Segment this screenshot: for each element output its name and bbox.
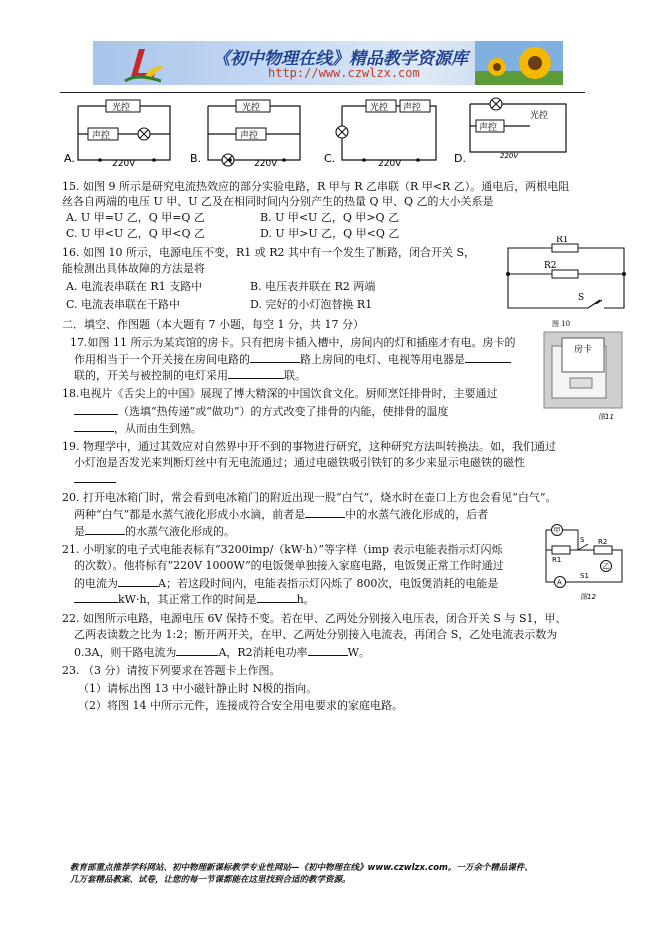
- figure-10-diagram: [500, 236, 630, 328]
- d-voltage-label: 220V: [500, 152, 519, 160]
- footer-line-2: 几万套精品教案、试卷，让您的每一节课都能在这里找到合适的教学资源。: [70, 875, 351, 885]
- q22-line-1: 22. 如图所示电路，电源电压 6V 保持不变。若在甲、乙两处分别接入电压表，闭合开关 S 与 S1，甲、: [62, 612, 567, 625]
- fig10-r2-label: R2: [544, 261, 557, 271]
- q17-line-1: 17.如图 11 所示为某宾馆的房卡。只有把房卡插入槽中，房间内的灯和插座才有电。房卡的: [70, 336, 516, 349]
- q15-option-b: B. U 甲<U 乙，Q 甲>Q 乙: [260, 211, 400, 224]
- q17-line-3b: 联。: [284, 369, 306, 382]
- b-light-label: 光控: [242, 103, 261, 113]
- fig10-r1-label: R1: [556, 236, 569, 245]
- q22-line-3: [74, 645, 370, 660]
- q20-line-3b: 的水蒸气液化形成的。: [125, 525, 235, 538]
- q16-option-d: D. 完好的小灯泡替换 R1: [250, 298, 373, 311]
- figure-12-diagram: [538, 520, 628, 602]
- sunflower-icon: [475, 41, 563, 85]
- q23-line-2: （1）请标出图 13 中小磁针静止时 N极的指向。: [78, 682, 318, 695]
- q18-line-2: [74, 404, 449, 419]
- q20-blank-1[interactable]: [305, 507, 345, 518]
- q21-line-1: 21. 小明家的电子式电能表标有“3200imp/（kW·h）”等字样（imp 表示电能表指示灯闪烁: [62, 543, 503, 556]
- fig12-yi-label: 乙: [602, 562, 610, 571]
- q20-line-2a: 两种“白气”都是水蒸气液化形成小水滴，前者是: [74, 508, 306, 521]
- q21-blank-3[interactable]: [257, 592, 297, 603]
- q20-line-3a: 是: [74, 525, 85, 538]
- banner-title: 《初中物理在线》精品教学资源库: [213, 49, 468, 69]
- q16-text-2: 能检测出具体故障的方法是将: [62, 262, 205, 275]
- q19-blank-1[interactable]: [74, 472, 116, 483]
- q21-line-3a: 的电流为: [74, 577, 118, 590]
- q18-blank-2[interactable]: [74, 421, 114, 432]
- room-card-label: 房卡: [574, 345, 593, 355]
- q21-line-3: [74, 576, 498, 591]
- q19-line-3: [74, 472, 116, 487]
- q21-line-4: [74, 592, 315, 607]
- q20-line-1: 20. 打开电冰箱门时，常会看到电冰箱门的附近出现一股“白气”，烧水时在壶口上方也会看见“白气”。: [62, 491, 557, 504]
- q21-line-4a: kW·h，其正常工作的时间是: [118, 593, 257, 606]
- circuit-options-diagram: [60, 96, 600, 168]
- q20-blank-2[interactable]: [85, 524, 125, 535]
- c-sound-label: 声控: [403, 103, 422, 113]
- q17-line-2a: 作用相当于一个开关接在房间电路的: [74, 353, 250, 366]
- q16-option-a: A. 电流表串联在 R1 支路中: [66, 280, 203, 293]
- q18-blank-1[interactable]: [74, 404, 118, 415]
- q18-line-2-text: （选填“热传递”或“做功”）的方式改变了排骨的内能，使排骨的温度: [118, 405, 449, 418]
- c-light-label: 光控: [370, 103, 389, 113]
- q23-line-3: （2）将图 14 中所示元件，连接成符合安全用电要求的家庭电路。: [78, 699, 403, 712]
- q19-line-1: 19. 物理学中，通过其效应对自然界中开不到的事物进行研究，这种研究方法叫转换法。如，我们通过: [62, 440, 556, 453]
- fig11-caption: 图11: [598, 413, 614, 421]
- q17-line-3: [74, 368, 306, 383]
- q21-blank-2[interactable]: [74, 592, 118, 603]
- q21-blank-1[interactable]: [118, 576, 158, 587]
- q22-blank-2[interactable]: [308, 645, 348, 656]
- q15-option-a: A. U 甲=U 乙，Q 甲=Q 乙: [66, 211, 205, 224]
- option-b-label: B.: [190, 152, 202, 165]
- q16-text-1: 16. 如图 10 所示，电源电压不变，R1 或 R2 其中有一个发生了断路，闭合开关 S，: [62, 246, 476, 259]
- fig12-jia-label: 甲: [553, 526, 561, 535]
- q15-option-c: C. U 甲<U 乙，Q 甲<Q 乙: [66, 227, 206, 240]
- q20-line-2: [74, 507, 488, 522]
- option-c-label: C.: [324, 152, 336, 165]
- b-voltage-label: 220V: [254, 159, 278, 168]
- option-d-label: D.: [454, 152, 466, 165]
- q23-line-1: 23. （3 分）请按下列要求在答题卡上作图。: [62, 664, 281, 677]
- q22-line-3a: 0.3A，则干路电流为: [74, 646, 177, 659]
- fig12-s-label: S: [580, 536, 585, 544]
- q20-line-2b: 中的水蒸气液化形成的，后者: [345, 508, 489, 521]
- a-light-label: 光控: [112, 103, 131, 113]
- q15-text-1: 15. 如图 9 所示是研究电流热效应的部分实验电路，R 甲与 R 乙串联（R 甲<R 乙）。通电后，两根电阻: [62, 180, 570, 193]
- q22-line-3c: W。: [347, 646, 370, 659]
- q15-option-d: D. U 甲>U 乙，Q 甲<Q 乙: [260, 227, 400, 240]
- page-footer: [70, 862, 533, 886]
- q21-line-3b: A；若这段时间内，电能表指示灯闪烁了 800次，电饭煲消耗的电能是: [158, 577, 499, 590]
- b-sound-label: 声控: [240, 131, 259, 141]
- option-a-label: A.: [64, 152, 75, 165]
- c-voltage-label: 220V: [378, 159, 402, 168]
- q18-line-3: [74, 421, 202, 436]
- q19-line-2: 小灯泡是否发光来判断灯丝中有无电流通过；通过电磁铁吸引铁钉的多少来显示电磁铁的磁性: [74, 456, 525, 469]
- fig12-r1-label: R1: [552, 556, 562, 564]
- section-2-heading: 二．填空、作图题（本大题有 7 小题，每空 1 分，共 17 分）: [62, 318, 364, 331]
- q17-line-3a: 联的，开关与被控制的电灯采用: [74, 369, 228, 382]
- q20-line-3: [74, 524, 235, 539]
- fig12-s1-label: S1: [580, 572, 589, 580]
- a-sound-label: 声控: [92, 131, 111, 141]
- q17-blank-3[interactable]: [228, 368, 284, 379]
- q18-line-3-text: ，从而由生到熟。: [114, 422, 202, 435]
- fig10-caption: 图 10: [552, 320, 571, 328]
- q16-option-c: C. 电流表串联在干路中: [66, 298, 181, 311]
- a-voltage-label: 220V: [112, 159, 136, 168]
- fig12-ammeter-glyph: A: [557, 578, 562, 587]
- header-rule: [60, 92, 585, 93]
- d-light-label: 光控: [530, 111, 549, 121]
- banner-url: http://www.czwlzx.com: [268, 66, 420, 80]
- fig10-s-label: S: [578, 293, 585, 303]
- d-sound-label: 声控: [479, 123, 498, 133]
- footer-line-1: 教育部重点推荐学科网站、初中物理新课标教学专业性网站—《初中物理在线》www.czwlzx.com。一万余个精品课件、: [70, 863, 533, 873]
- q22-blank-1[interactable]: [176, 645, 218, 656]
- figure-11-room-card: [540, 330, 626, 422]
- fig12-caption: 图12: [580, 593, 596, 601]
- q17-blank-1[interactable]: [250, 352, 300, 363]
- q17-blank-2[interactable]: [465, 352, 511, 363]
- q15-text-2: 丝各自两端的电压 U 甲、U 乙及在相同时间内分别产生的热量 Q 甲、Q 乙的大小关系是: [62, 195, 494, 208]
- site-logo-icon: [121, 43, 167, 83]
- header-banner: [93, 41, 563, 85]
- q22-line-3b: A，R2消耗电功率: [218, 646, 308, 659]
- q18-line-1: 18.电视片《舌尖上的中国》展现了博大精深的中国饮食文化。厨师烹饪排骨时，主要通过: [62, 387, 498, 400]
- fig12-r2-label: R2: [598, 538, 608, 546]
- q21-line-4b: h。: [296, 593, 315, 606]
- q21-line-2: 的次数）。他将标有“220V 1000W”的电饭煲单独接入家庭电路，电饭煲正常工作时通过: [74, 559, 504, 572]
- q22-line-2: 乙两表读数之比为 1:2；断开两开关，在甲、乙两处分别接入电流表，再闭合 S，乙处电流表示数为: [74, 628, 558, 641]
- q17-line-2: [74, 352, 511, 367]
- q16-option-b: B. 电压表并联在 R2 两端: [250, 280, 376, 293]
- q17-line-2b: 路上房间的电灯、电视等用电器是: [300, 353, 465, 366]
